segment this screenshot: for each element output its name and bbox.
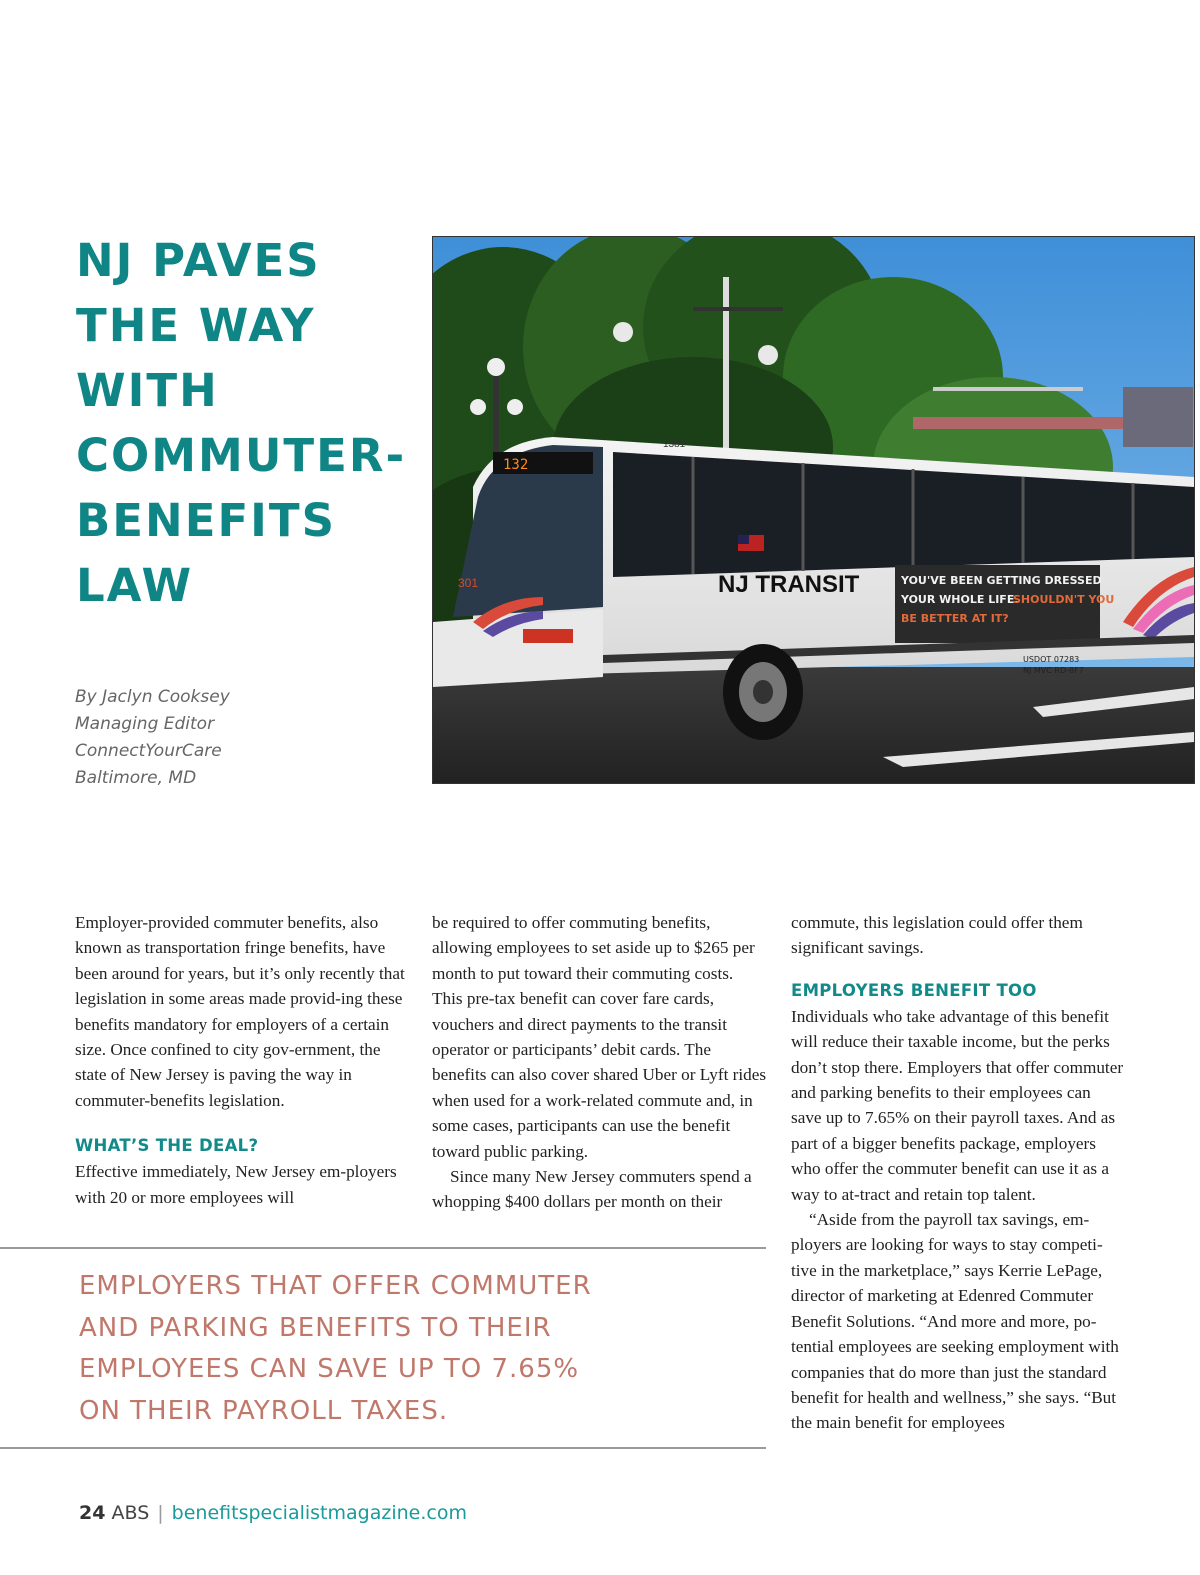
ad-line: YOUR WHOLE LIFE. (901, 593, 1019, 606)
column-2 (432, 910, 767, 1215)
body-paragraph: Effective immediately, New Jersey em-ployers with 20 or more employees will (75, 1162, 397, 1207)
body-paragraph: “Aside from the payroll tax savings, em-ployers are looking for ways to stay competi-tive in the marketplace,” says Kerrie LePage, director of marketing at Edenred Commuter Benefit Solutions. “And more and more, po-tential employees are seeking employment with companies that do more than just the standard benefit for health and wellness,” she says. “But the main benefit for employees (791, 1210, 1119, 1433)
article-title (76, 228, 416, 618)
byline-company: ConnectYourCare (75, 741, 222, 761)
byline-author: By Jaclyn Cooksey (75, 687, 230, 707)
body-paragraph: commute, this legislation could offer them significant savings. (791, 913, 1083, 958)
usdot-label: NJ MVC RD-8F7 (1023, 666, 1084, 675)
pull-quote (79, 1266, 739, 1432)
title-line: COMMUTER- (76, 429, 407, 482)
pullquote-line: EMPLOYERS THAT OFFER COMMUTER (79, 1271, 592, 1301)
page-number: 24 (79, 1502, 106, 1524)
ad-line: YOU'VE BEEN GETTING DRESSED (901, 574, 1102, 587)
body-paragraph: Employer-provided commuter benefits, also known as transportation fringe benefits, have been around for years, but it’s only recently that legislation in some areas made provid-ing these benefits mandatory for employers of a certain size. Once confined to city gov-ernment, the state of New Jersey is paving the way in commuter-benefits legislation. (75, 913, 405, 1110)
byline-role: Managing Editor (75, 714, 215, 734)
pullquote-line: ON THEIR PAYROLL TAXES. (79, 1395, 449, 1426)
title-line: BENEFITS (76, 494, 337, 547)
page-footer (79, 1502, 467, 1524)
nj-transit-logo: NJ TRANSIT (718, 571, 860, 598)
magazine-url: benefitspecialistmagazine.com (171, 1502, 467, 1524)
column-1 (75, 910, 410, 1210)
pullquote-rule-top (0, 1247, 766, 1249)
usdot-label: USDOT 07283 (1023, 655, 1080, 664)
pullquote-line: EMPLOYEES CAN SAVE UP TO 7.65% (79, 1354, 580, 1384)
road (433, 667, 1194, 783)
section-heading: WHAT’S THE DEAL? (75, 1136, 259, 1156)
ad-line: BE BETTER AT IT? (901, 612, 1009, 625)
footer-separator: | (157, 1502, 164, 1524)
ad-line: SHOULDN'T YOU (1013, 593, 1115, 606)
section-heading: EMPLOYERS BENEFIT TOO (791, 980, 1037, 1000)
byline (75, 684, 395, 792)
byline-location: Baltimore, MD (75, 768, 197, 788)
title-line: THE WAY (76, 299, 316, 352)
bus-number: 1381 (663, 439, 686, 450)
body-paragraph: Individuals who take advantage of this benefit will reduce their taxable income, but the perks don’t stop there. Employers that offer commuter and parking benefits to their employees can save up to 7.65% on their payroll taxes. And as part of a bigger benefits package, employers who offer the commuter benefit can use it as a way to at-tract and retain top talent. (791, 1006, 1124, 1204)
body-paragraph: be required to offer commuting benefits, allowing employees to set aside up to $265 per month to put toward their commuting costs. This pre-tax benefit can cover fare cards, vouchers and direct payments to the transit operator or participants’ debit cards. The benefits can also cover shared Uber or Lyft rides when used for a work-related commute and, in some cases, participants can use the benefit toward public parking. (432, 913, 767, 1161)
title-line: NJ PAVES (76, 234, 321, 287)
bus-photo (432, 236, 1195, 784)
magazine-name: ABS (111, 1502, 150, 1524)
pullquote-rule-bottom (0, 1447, 766, 1449)
body-paragraph: Since many New Jersey commuters spend a whopping $400 dollars per month on their (432, 1167, 752, 1212)
building (1123, 387, 1193, 447)
route-sign: 132 (503, 457, 529, 473)
bus-illustration (433, 237, 1194, 783)
pullquote-line: AND PARKING BENEFITS TO THEIR (79, 1312, 552, 1343)
title-line: WITH (76, 364, 219, 417)
title-line: LAW (76, 559, 194, 612)
front-number: 301 (458, 576, 479, 590)
column-3 (791, 910, 1125, 1436)
